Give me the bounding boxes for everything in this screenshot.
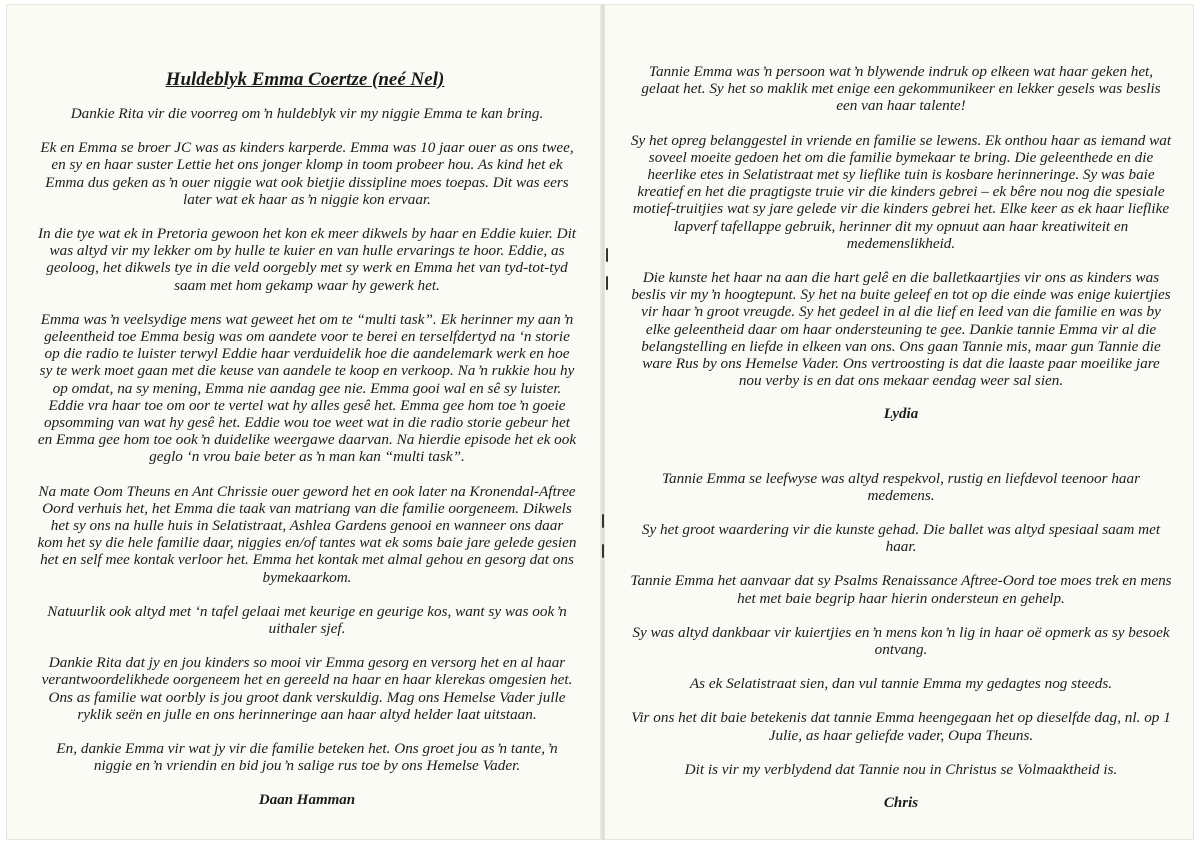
tribute-daan — [37, 105, 577, 809]
paragraph: En, dankie Emma vir wat jy vir die familie beteken het. Ons groet jou as ŉ tante, ŉ niggie en ŉ vriendin en bid jou ŉ salige rus toe by ons Hemelse Vader. — [56, 740, 558, 775]
paragraph: Ek en Emma se broer JC was as kinders karperde. Emma was 10 jaar ouer as ons twee, en sy en haar suster Lettie het ons jonger klomp in toom probeer hou. As kind het ek Emma dus geken as ŉ ouer niggie wat ook bietjie dissipline moes toepas. Dit was eers later wat ek haar as ŉ niggie kon ervaar. — [40, 139, 574, 208]
signature-daan: Daan Hamman — [258, 791, 356, 808]
paragraph: Dankie Rita dat jy en jou kinders so mooi vir Emma gesorg en versorg het en al haar verantwoordelikhede oorgeneem het en gereeld na haar en haar klerekas omgesien het. Ons as familie wat oorbly is jou groot dank verskuldig. Mag ons Hemelse Vader julle ryklik seën en julle en ons herinneringe aan haar altyd helder laat uitstaan. — [41, 654, 573, 723]
binding-mark — [606, 276, 608, 290]
paragraph: Natuurlik ook altyd met ‘n tafel gelaai met keurige en geurige kos, want sy was ook ŉ uithaler sjef. — [47, 602, 567, 638]
binding-mark — [606, 248, 608, 262]
paragraph: Tannie Emma was ŉ persoon wat ŉ blywende indruk op elkeen wat haar geken het, gelaat het. Sy het so maklik met enige een gekommunikeer en lekker gesels was beslis een van haar talente! — [641, 63, 1161, 115]
paragraph: In die tye wat ek in Pretoria gewoon het kon ek meer dikwels by haar en Eddie kuier. Dit was altyd vir my lekker om by hulle te kuier en van hulle ervarings te hoor. Eddie, as geoloog, het dikwels tye in die veld oorgebly met sy werk en Emma het van tyd-tot-tyd saam met hom gekamp waar hy gewerk het. — [37, 225, 577, 294]
paragraph: Emma was ŉ veelsydige mens wat geweet het om te “multi task”. Ek herinner my aan ŉ geleentheid toe Emma besig was om aandete voor te berei en terselfdertyd na ‘n storie op die radio te luister terwyl Eddie haar verduidelik hoe die aandelemark werk en hoe sy te werk moet gaan met die keuse van aandele te koop en verkoop. Na ŉ rukkie hou hy op omdat, na sy mening, Emma nie aandag gee nie. Emma gooi wal en sê sy luister. Eddie vra haar toe om oor te vertel wat hy alles gesê het. Emma gee hom toe ŉ goeie opsomming van wat hy gesê het. Eddie wou toe weet wat in die radio storie gebeur het en Emma gee hom toe ook ŉ duidelike weergawe daarvan. Na hierdie episode het ek ook geglo ‘n vrou baie beter as ŉ man kan “multi task”. — [37, 310, 577, 466]
paragraph: Sy was altyd dankbaar vir kuiertjies en ŉ mens kon ŉ lig in haar oë opmerk as sy besoek ontvang. — [632, 623, 1170, 659]
paragraph: Sy het opreg belanggestel in vriende en familie se lewens. Ek onthou haar as iemand wat soveel moeite gedoen het om die familie bymekaar te bring. Die geleenthede en die heerlike etes in Selatistraat met sy lieflike tuin is kosbare herinneringe. Sy was baie kreatief en het die pragtigste truie vir die kinders gebrei – ek bêre nou nog die spesiale motief-truitjies wat sy jare gelede vir die kinders gebrei het. Elke keer as ek haar lieflike lapverf tafellappe gebruik, herinner dit my opnuut aan haar kreatiwiteit en medemenslikheid. — [630, 131, 1172, 252]
signature-chris: Chris — [883, 795, 919, 812]
left-page — [6, 4, 602, 840]
signature-lydia: Lydia — [883, 406, 919, 423]
paragraph: Na mate Oom Theuns en Ant Chrissie ouer geword het en ook later na Kronendal-Aftree Oord verhuis het, het Emma die taak van matriang van die familie oorgeneem. Dikwels het sy ons na hulle huis in Selatistraat, Ashlea Gardens genooi en wanneer ons daar kom het sy die hele familie daar, niggies en/of tantes wat ek soms baie jare gelede gesien het en self mee kontak verloor het. Emma het kontak met almal gehou en gesorg dat ons bymekaarkom. — [37, 482, 577, 586]
tribute-lydia-chris — [629, 63, 1173, 812]
paragraph: Tannie Emma se leefwyse was altyd respekvol, rustig en liefdevol teenoor haar medemens. — [661, 469, 1141, 504]
page-title: Huldeblyk Emma Coertze (neé Nel) — [165, 69, 445, 90]
paragraph: Die kunste het haar na aan die hart gelê en die balletkaartjies vir ons as kinders was beslis vir my ŉ hoogtepunt. Sy het na buite geleef en tot op die einde was enige kuiertjies vir haar ŉ groot vreugde. Sy het gedeel in al die lief en leed van die familie en was by elke geleentheid daar om haar ondersteuning te gee. Dankie tannie Emma vir al die belangstelling en liefde in elkeen van ons. Ons gaan Tannie mis, maar gun Tannie die ware Rus by ons Hemelse Vader. Ons vertroosting is dat die laaste paar moeilike jare nou verby is en dat ons mekaar eendag weer sal sien. — [631, 269, 1171, 390]
binding-mark — [602, 514, 604, 528]
paragraph: Vir ons het dit baie betekenis dat tannie Emma heengegaan het op dieselfde dag, nl. op 1 Julie, as haar geliefde vader, Oupa Theuns. — [631, 709, 1171, 744]
paragraph: Sy het groot waardering vir die kunste gehad. Die ballet was altyd spesiaal saam met haar. — [641, 521, 1161, 556]
binding-mark — [602, 544, 604, 558]
paragraph: Dankie Rita vir die voorreg om ŉ huldeblyk vir my niggie Emma te kan bring. — [70, 105, 544, 122]
right-page — [604, 4, 1194, 840]
paragraph: As ek Selatistraat sien, dan vul tannie Emma my gedagtes nog steeds. — [689, 675, 1113, 693]
paragraph: Dit is vir my verblydend dat Tannie nou in Christus se Volmaaktheid is. — [684, 760, 1118, 778]
paragraph: Tannie Emma het aanvaar dat sy Psalms Renaissance Aftree-Oord toe moes trek en mens het met baie begrip haar hierin ondersteun en gehelp. — [630, 572, 1172, 607]
section-gap — [629, 424, 1173, 470]
